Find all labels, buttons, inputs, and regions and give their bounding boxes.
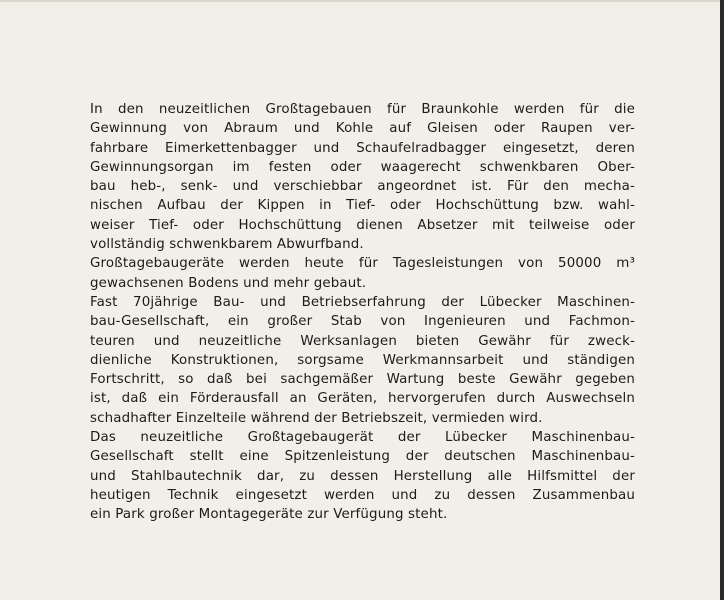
text-line: Gesellschaft stellt eine Spitzenleistung der deutschen Maschinenbau- [90,449,635,465]
text-line: In den neuzeitlichen Großtagebauen für Braunkohle werden für die [90,102,635,117]
text-line: Fast 70jährige Bau- und Betriebserfahrung der Lübecker Maschinen- [90,294,635,310]
text-line: fahrbare Eimerkettenbagger und Schaufelradbagger eingesetzt, deren [90,140,635,156]
page-right-edge [720,0,724,600]
text-line: vollständig schwenkbarem Abwurfband. [90,237,364,253]
body-text [90,100,635,525]
paragraph [90,428,635,524]
page-top-edge [0,0,724,2]
text-line: und Stahlbautechnik dar, zu dessen Herstellung alle Hilfsmittel der [90,468,635,484]
text-line: bau heb-, senk- und verschiebbar angeordnet ist. Für den mecha- [90,179,635,195]
text-line: weiser Tief- oder Hochschüttung dienen Absetzer mit teilweise oder [90,217,635,233]
text-line: Gewinnungsorgan im festen oder waagerecht schwenkbaren Ober- [90,159,635,175]
text-line: ein Park großer Montagegeräte zur Verfügung steht. [90,507,448,523]
paragraph [90,254,635,293]
paragraph [90,100,635,254]
text-line: Großtagebaugeräte werden heute für Tagesleistungen von 50000 m³ [90,256,635,272]
text-line: dienliche Konstruktionen, sorgsame Werkmannsarbeit und ständigen [90,352,635,368]
text-line: Fortschritt, so daß bei sachgemäßer Wartung beste Gewähr gegeben [90,372,635,388]
text-line: heutigen Technik eingesetzt werden und zu dessen Zusammenbau [90,487,635,503]
text-line: Das neuzeitliche Großtagebaugerät der Lübecker Maschinenbau- [90,430,635,446]
text-line: schadhafter Einzelteile während der Betriebszeit, vermieden wird. [90,410,543,426]
text-line: nischen Aufbau der Kippen in Tief- oder Hochschüttung bzw. wahl- [90,198,635,214]
text-line: teuren und neuzeitliche Werksanlagen bieten Gewähr für zweck- [90,333,635,349]
text-line: gewachsenen Bodens und mehr gebaut. [90,275,367,291]
text-line: Gewinnung von Abraum und Kohle auf Gleisen oder Raupen ver- [90,121,635,137]
text-line: ist, daß ein Förderausfall an Geräten, hervorgerufen durch Auswechseln [90,391,635,407]
text-line: bau-Gesellschaft, ein großer Stab von Ingenieuren und Fachmon- [90,314,635,330]
paragraph [90,293,635,428]
